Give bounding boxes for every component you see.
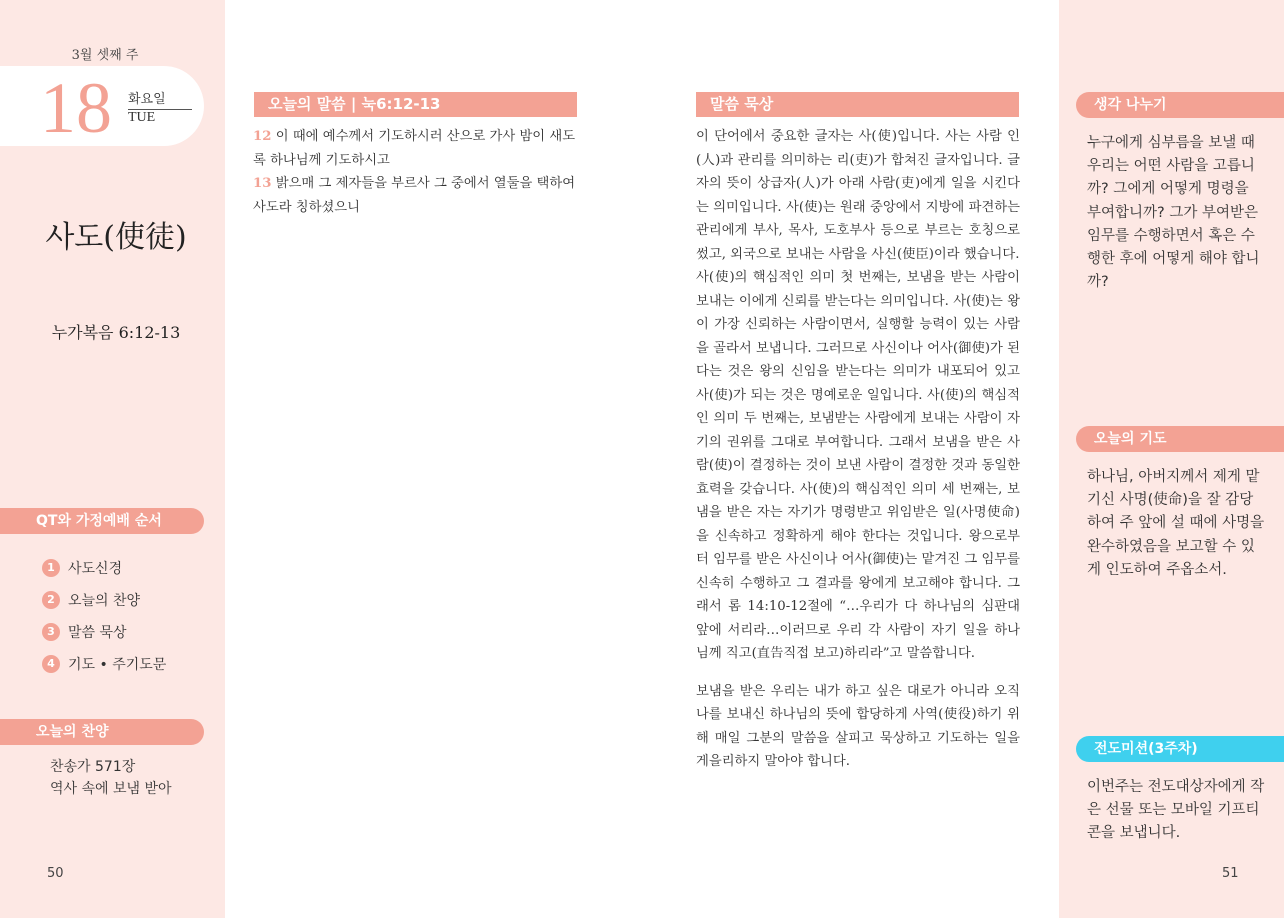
verse-number: 13 [253,176,272,191]
hymn-number: 찬송가 571장 [50,759,136,775]
order-item-label: 오늘의 찬양 [68,593,141,609]
order-item-label: 말씀 묵상 [68,625,127,641]
number-badge: 2 [42,591,60,609]
theme-reference: 누가복음 6:12-13 [51,323,181,342]
list-item [42,552,166,584]
hymn-title: 역사 속에 보냄 받아 [50,781,172,797]
order-header: QT와 가정예배 순서 [0,508,204,534]
verse [253,125,577,172]
page-number-left: 50 [47,866,64,881]
scripture-header: 오늘의 말씀 | 눅6:12-13 [254,92,577,117]
meditation-paragraph: 이 단어에서 중요한 글자는 사(使)입니다. 사는 사람 인(人)과 관리를 의미하는 리(吏)가 합쳐진 글자입니다. 글자의 뜻이 상급자(人)가 아래 사람(吏)에게 일을 시킨다는 의미입니다. 사(使)는 원래 중앙에서 지방에 파견하는 관리에게 부사, 목사, 도호부사 등으로 부르는 호칭으로 썼고, 외국으로 보내는 사람을 사신(使臣)이라 했습니다. [696,129,1020,262]
prayer-text: 하나님, 아버지께서 제게 맡기신 사명(使命)을 잘 감당하여 주 앞에 설 때에 사명을 완수하였음을 보고할 수 있게 인도하여 주옵소서. [1087,469,1265,578]
meditation-paragraph: 사(使)의 핵심적인 의미 첫 번째는, 보냄을 받는 사람이 보내는 이에게 신뢰를 받는다는 의미입니다. 사(使)는 왕이 가장 신뢰하는 사람이면서, 실행할 능력이 있는 사람을 골라서 보냅니다. 그러므로 사신이나 어사(御使)가 된다는 것은 왕의 신임을 받는다는 의미가 내포되어 있고 사(使)가 되는 것은 명예로운 일입니다. 사(使)의 핵심적인 의미 두 번째는, 보냄받는 사람에게 보내는 사람이 자기의 권위를 그대로 부여합니다. 그래서 보냄을 받은 사람(使)이 결정하는 것이 보낸 사람이 결정한 것과 동일한 효력을 갖습니다. 사(使)의 핵심적인 의미 세 번째는, 보냄을 받은 자는 자기가 명령받고 위임받은 일(사명使命)을 신속하고 정확하게 해야 한다는 것입니다. 왕으로부터 임무를 받은 사신이나 어사(御使)는 맡겨진 그 임무를 신속히 수행하고 그 결과를 왕에게 보고해야 합니다. 그래서 롬 14:10-12절에 “…우리가 다 하나님의 심판대 앞에 서리라…이러므로 우리 각 사람이 자기 일을 하나님께 직고(直告직접 보고)하리라”고 말씀합니다. [696,270,1020,661]
order-list [42,552,166,680]
mission-header: 전도미션(3주차) [1076,736,1284,762]
verse [253,172,577,219]
meditation-header: 말씀 묵상 [696,92,1019,117]
number-badge: 1 [42,559,60,577]
week-label: 3월 셋째 주 [71,48,139,63]
weekday-english: TUE [128,110,156,125]
share-text: 누구에게 심부름을 보낼 때 우리는 어떤 사람을 고릅니까? 그에게 어떻게 명령을 부여합니까? 그가 부여받은 임무를 수행하면서 혹은 수행한 후에 어떻게 해야 합니까? [1087,135,1260,291]
list-item [42,584,166,616]
list-item [42,616,166,648]
mission-text: 이번주는 전도대상자에게 작은 선물 또는 모바일 기프티콘을 보냅니다. [1087,779,1265,842]
list-item [42,648,166,680]
hymn-header: 오늘의 찬양 [0,719,204,745]
theme-title: 사도(使徒) [45,220,187,255]
meditation-text [696,125,1020,774]
page-number-right: 51 [1222,866,1239,881]
verse-text: 밝으매 그 제자들을 부르사 그 중에서 열둘을 택하여 사도라 칭하셨으니 [253,176,576,215]
weekday-korean: 화요일 [128,88,192,110]
day-number: 18 [40,68,112,148]
prayer-header: 오늘의 기도 [1076,426,1284,452]
scripture-text [253,125,577,219]
verse-number: 12 [253,129,272,144]
share-header: 생각 나누기 [1076,92,1284,118]
verse-text: 이 때에 예수께서 기도하시러 산으로 가사 밤이 새도록 하나님께 기도하시고 [253,129,576,168]
number-badge: 4 [42,655,60,673]
hymn-info [50,756,172,800]
number-badge: 3 [42,623,60,641]
meditation-paragraph: 보냄을 받은 우리는 내가 하고 싶은 대로가 아니라 오직 나를 보내신 하나님의 뜻에 합당하게 사역(使役)하기 위해 매일 그분의 말씀을 살피고 묵상하고 기도하는 일을 게을리하지 말아야 합니다. [696,683,1020,769]
order-item-label: 사도신경 [68,561,123,577]
order-item-label: 기도 • 주기도문 [68,657,167,673]
